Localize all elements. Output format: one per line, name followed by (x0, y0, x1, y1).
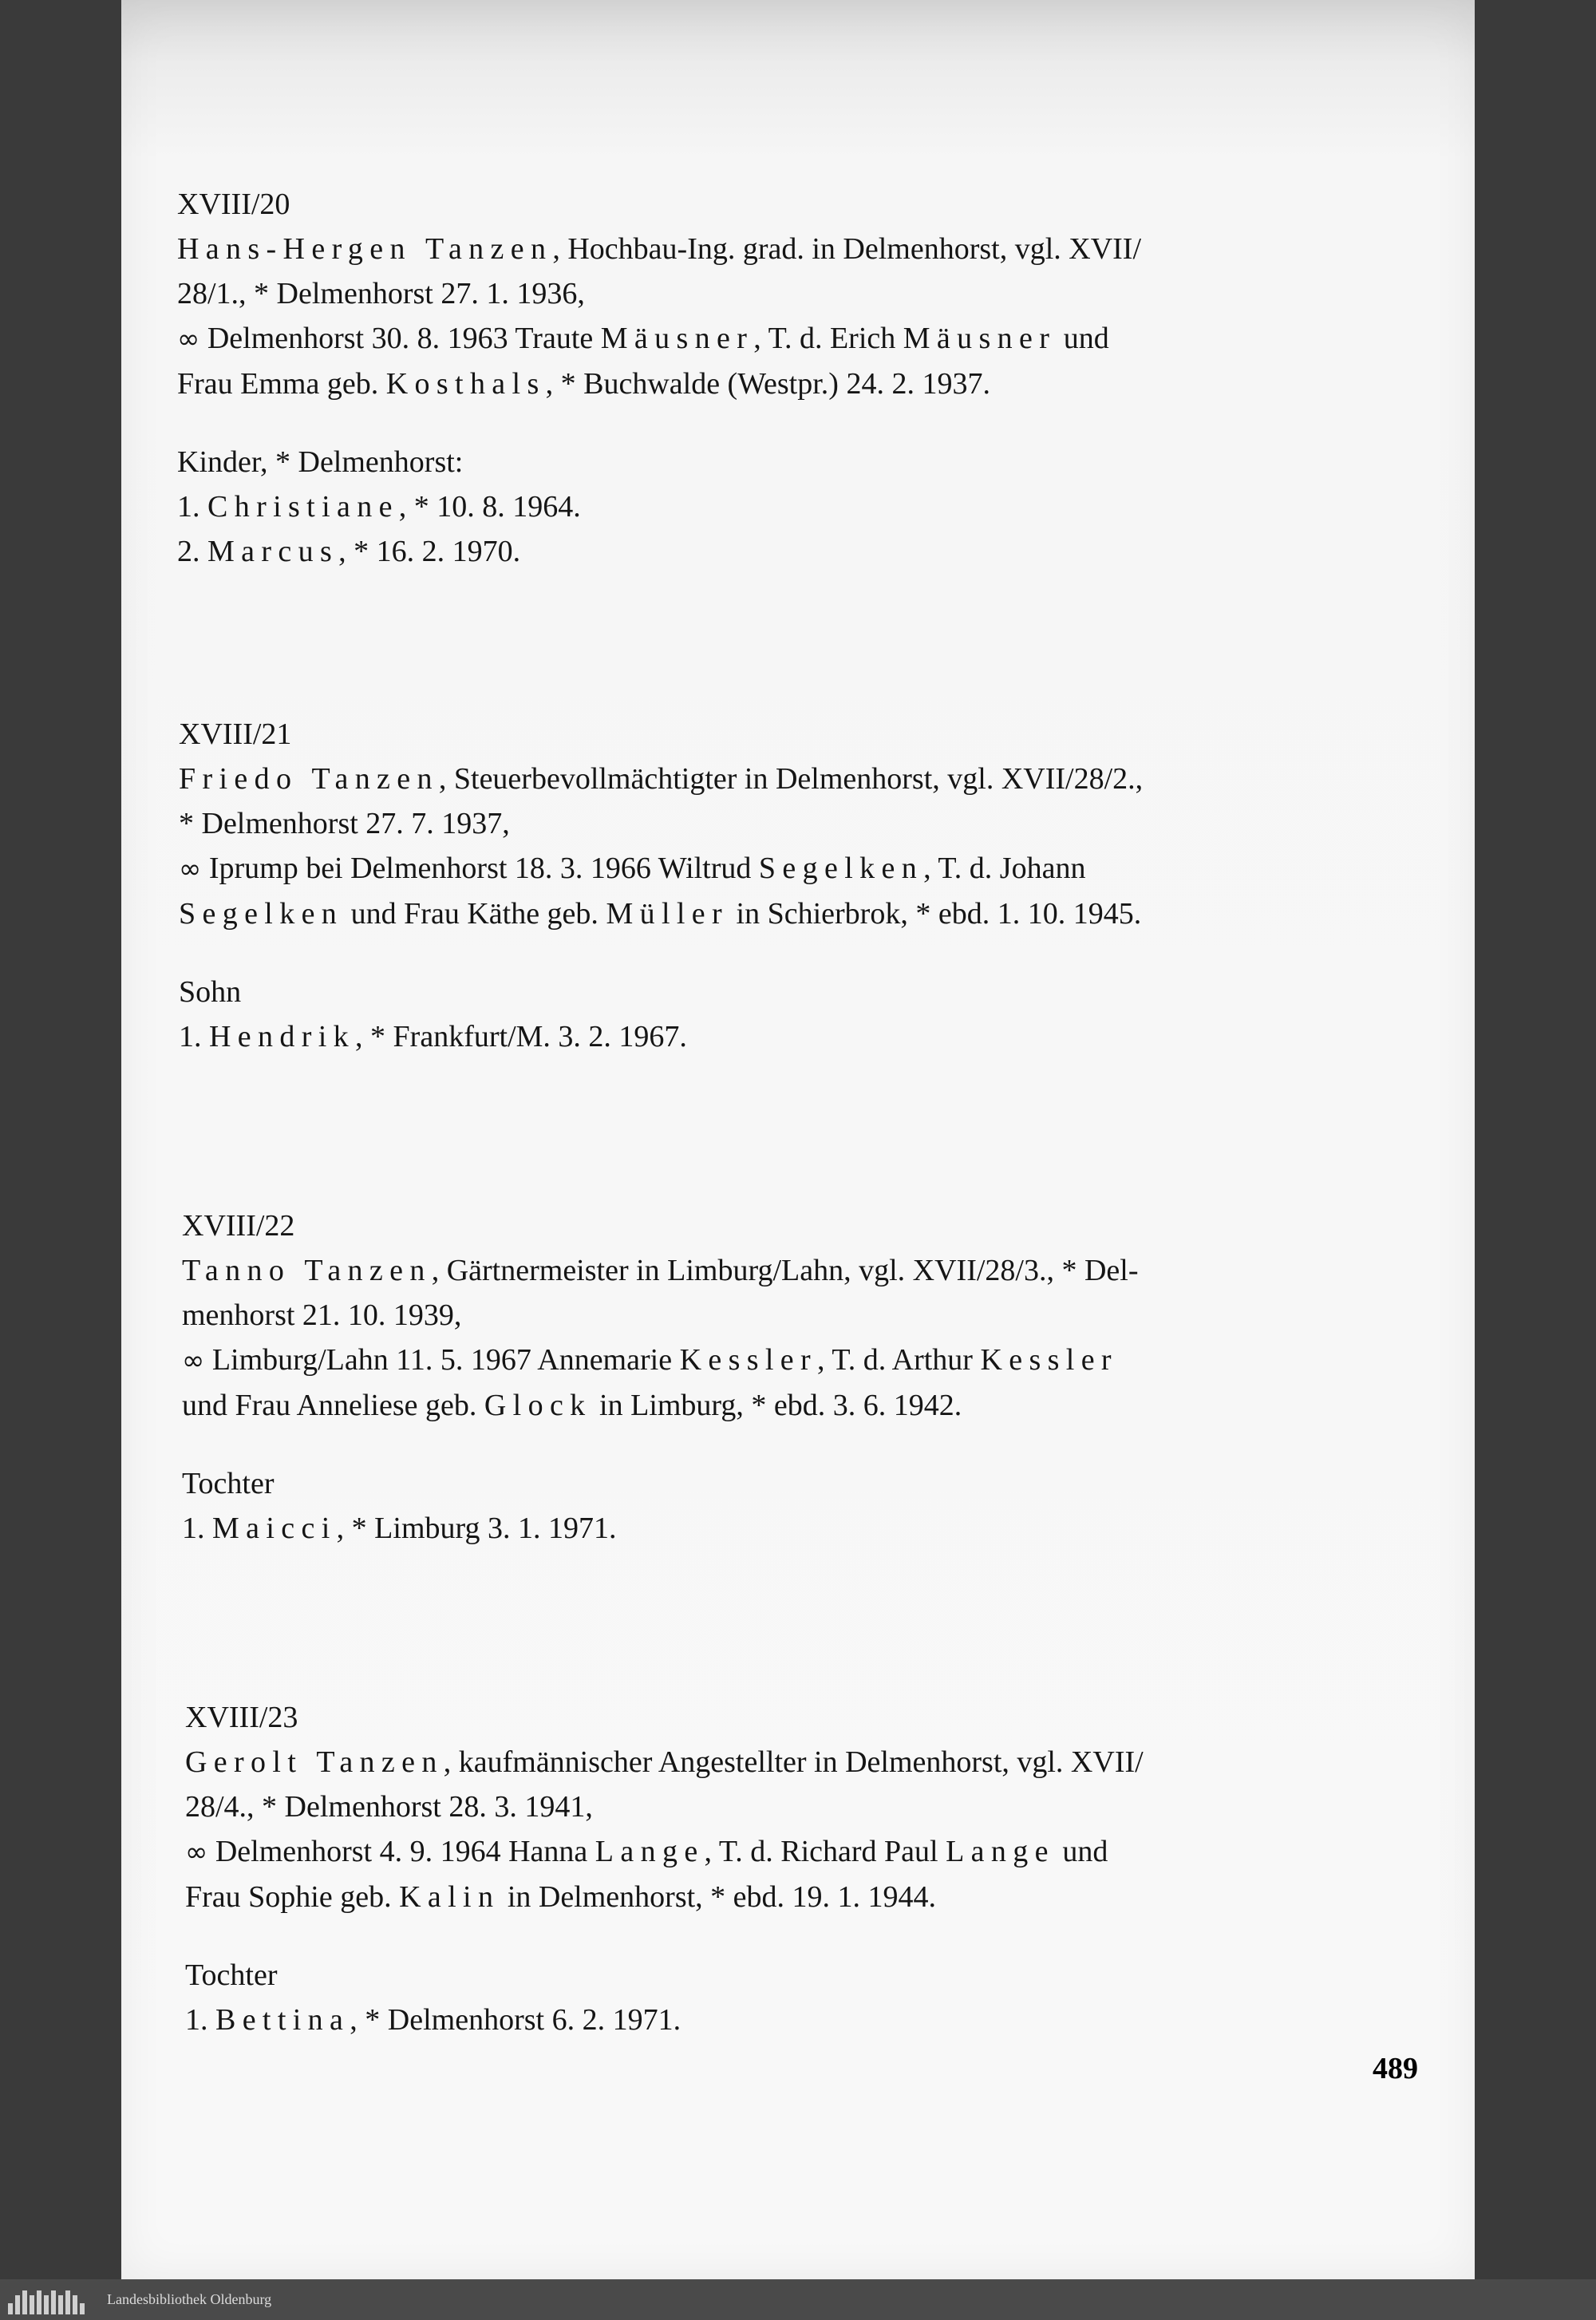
entry-xviii-21 (179, 712, 1143, 1059)
entry-xviii-20 (177, 182, 1141, 574)
child-item (185, 1998, 1144, 2042)
child-item (179, 1014, 1143, 1059)
entry-text: Limburg/Lahn 11. 5. 1967 Annemarie (211, 1343, 680, 1377)
entry-line-3 (177, 316, 1141, 362)
entry-xviii-22 (182, 1203, 1138, 1551)
entry-xviii-23 (185, 1695, 1144, 2042)
children-label: Tochter (185, 1958, 278, 1992)
parent-name: Kessler (980, 1343, 1118, 1377)
maiden-name: Kalin (399, 1880, 500, 1914)
entry-id: XVIII/20 (177, 188, 290, 221)
entry-line-4 (179, 891, 1143, 936)
person-name: Tanno Tanzen (182, 1254, 432, 1287)
entry-text: und Frau Anneliese geb. (182, 1389, 484, 1422)
child-number: 1. (185, 2003, 215, 2037)
entry-text: , T. d. Richard Paul (704, 1835, 946, 1868)
entry-text: und (1054, 1835, 1108, 1868)
person-name: Gerolt Tanzen (185, 1745, 444, 1779)
children-label: Sohn (179, 975, 242, 1009)
children-label: Kinder, * Delmenhorst: (177, 445, 464, 479)
entry-line-4 (182, 1383, 1138, 1428)
entry-text: , T. d. Erich (753, 322, 903, 355)
child-birth: , * 10. 8. 1964. (398, 490, 581, 524)
entry-text: in Limburg, * ebd. 3. 6. 1942. (591, 1389, 962, 1422)
document-page (121, 0, 1475, 2279)
child-birth: , * Limburg 3. 1. 1971. (336, 1512, 617, 1545)
entry-line-1 (179, 757, 1143, 801)
library-logo-icon (8, 2286, 97, 2314)
person-name: Hans-Hergen Tanzen (177, 232, 553, 266)
children-label: Tochter (182, 1467, 275, 1500)
marriage-icon: ∞ (177, 323, 200, 355)
entry-line-1 (185, 1740, 1144, 1784)
entry-line-3 (179, 846, 1143, 891)
child-number: 1. (177, 490, 207, 524)
entry-text: , T. d. Arthur (817, 1343, 981, 1377)
entry-text: , T. d. Johann (923, 852, 1086, 885)
entry-text: in Schierbrok, * ebd. 1. 10. 1945. (729, 897, 1142, 931)
entry-text: , kaufmännischer Angestellter in Delmenhorst, vgl. XVII/ (443, 1745, 1144, 1779)
entry-text: und (1056, 322, 1109, 355)
entry-text: Delmenhorst 4. 9. 1964 Hanna (215, 1835, 595, 1868)
footer-bar (0, 2279, 1596, 2320)
entry-id: XVIII/22 (182, 1209, 295, 1243)
marriage-icon: ∞ (182, 1345, 205, 1377)
entry-text: , Steuerbevollmächtigter in Delmenhorst, vgl. XVII/28/2., (438, 762, 1144, 796)
entry-text: Delmenhorst 30. 8. 1963 Traute (207, 322, 601, 355)
entry-text: in Delmenhorst, * ebd. 19. 1. 1944. (500, 1880, 937, 1914)
entry-text: , Gärtnermeister in Limburg/Lahn, vgl. XVII/28/3., * Del- (431, 1254, 1139, 1287)
child-item (177, 484, 1141, 529)
spouse-name: Lange (595, 1835, 705, 1868)
child-name: Bettina (215, 2003, 350, 2037)
child-number: 1. (182, 1512, 212, 1545)
child-number: 1. (179, 1020, 209, 1053)
child-birth: , * 16. 2. 1970. (338, 535, 521, 568)
child-name: Marcus (207, 535, 339, 568)
entry-id: XVIII/21 (179, 717, 292, 751)
entry-line-2: 28/4., * Delmenhorst 28. 3. 1941, (185, 1790, 593, 1824)
child-name: Hendrik (209, 1020, 356, 1053)
entry-line-1 (182, 1248, 1138, 1293)
child-birth: , * Delmenhorst 6. 2. 1971. (350, 2003, 681, 2037)
marriage-icon: ∞ (179, 853, 202, 885)
library-name: Landesbibliothek Oldenburg (107, 2291, 272, 2307)
entry-text: , * Buchwalde (Westpr.) 24. 2. 1937. (545, 367, 990, 401)
spouse-name: Segelken (758, 852, 924, 885)
spouse-name: Kessler (679, 1343, 818, 1377)
entry-line-2: menhorst 21. 10. 1939, (182, 1298, 462, 1332)
marriage-icon: ∞ (185, 1836, 208, 1868)
entry-id: XVIII/23 (185, 1701, 298, 1734)
entry-line-1 (177, 227, 1141, 271)
maiden-name: Glock (484, 1389, 592, 1422)
parent-name: Lange (946, 1835, 1055, 1868)
entry-line-3 (182, 1338, 1138, 1383)
entry-line-2: 28/1., * Delmenhorst 27. 1. 1936, (177, 277, 585, 310)
entry-text: Iprump bei Delmenhorst 18. 3. 1966 Wiltrud (208, 852, 759, 885)
person-name: Friedo Tanzen (179, 762, 439, 796)
entry-line-2: * Delmenhorst 27. 7. 1937, (179, 807, 510, 840)
entry-text: Frau Emma geb. (177, 367, 386, 401)
child-birth: , * Frankfurt/M. 3. 2. 1967. (355, 1020, 687, 1053)
parent-name: Mäusner (903, 322, 1057, 355)
child-number: 2. (177, 535, 207, 568)
parent-name: Segelken (179, 897, 344, 931)
maiden-name: Kosthals (385, 367, 546, 401)
page-number: 489 (1373, 2052, 1418, 2085)
child-item (182, 1506, 1138, 1551)
child-name: Christiane (207, 490, 399, 524)
entry-text: , Hochbau-Ing. grad. in Delmenhorst, vgl. XVII/ (552, 232, 1142, 266)
maiden-name: Müller (606, 897, 729, 931)
child-item (177, 529, 1141, 574)
entry-line-4 (185, 1875, 1144, 1919)
entry-line-3 (185, 1829, 1144, 1875)
entry-text: Frau Sophie geb. (185, 1880, 400, 1914)
entry-line-4 (177, 362, 1141, 406)
spouse-name: Mäusner (600, 322, 754, 355)
child-name: Maicci (212, 1512, 337, 1545)
entry-text: und Frau Käthe geb. (343, 897, 606, 931)
